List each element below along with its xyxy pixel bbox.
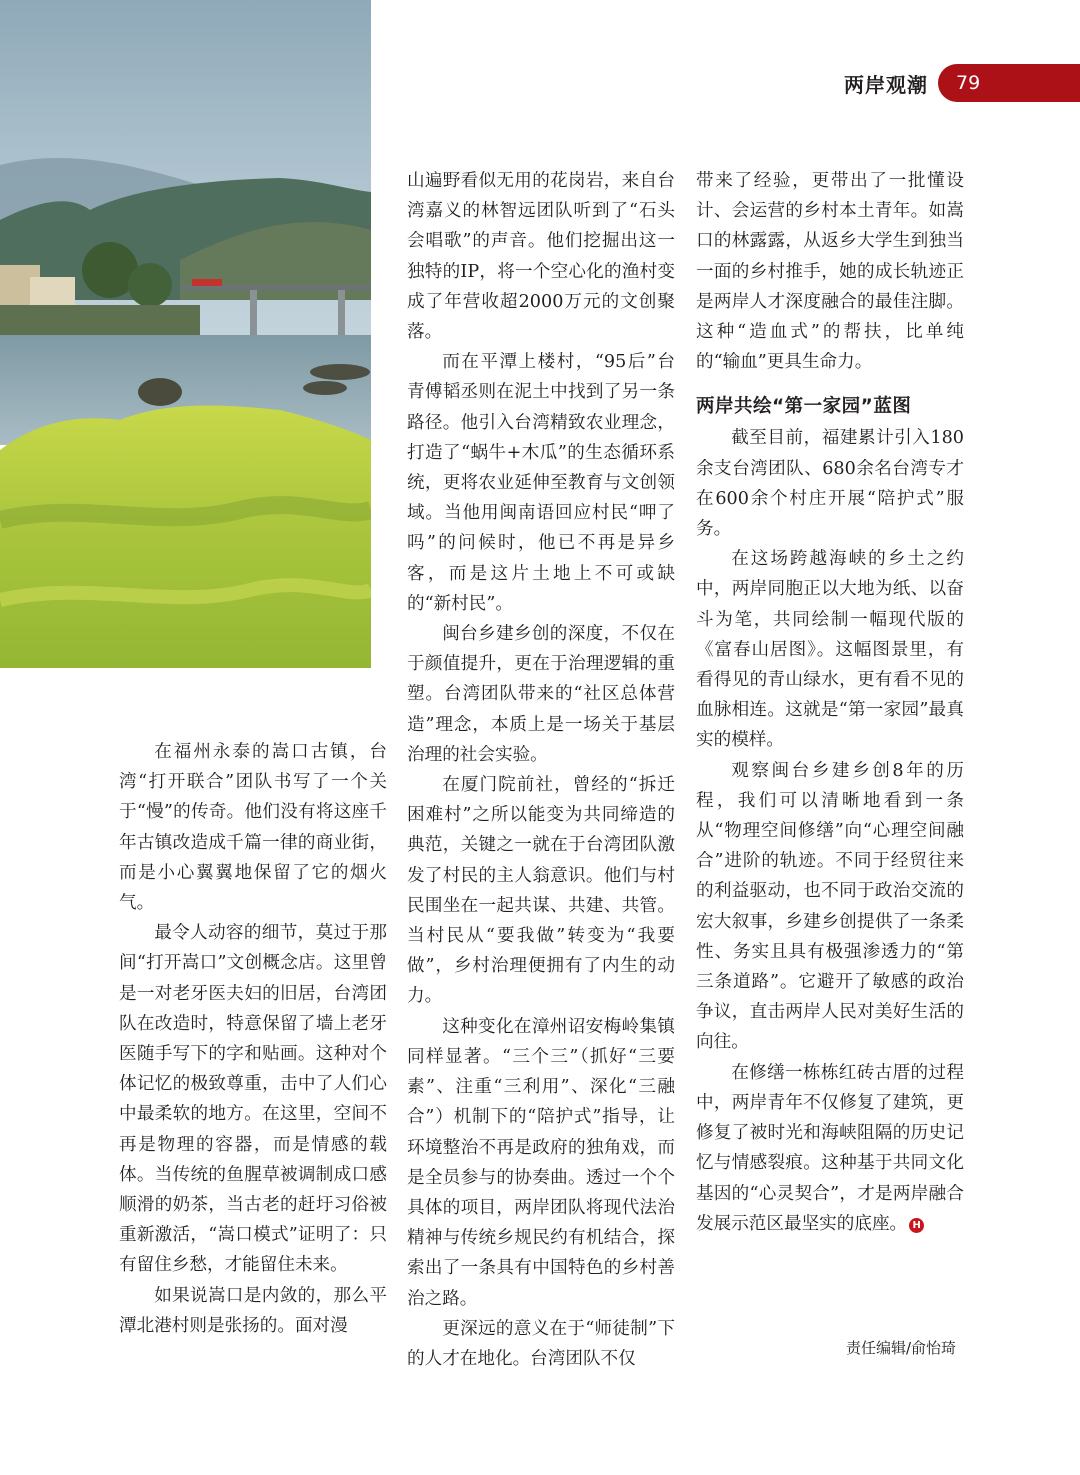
page-number-tab [938,64,1080,102]
section-title: 两岸观潮 [844,73,928,97]
landscape-illustration [0,0,371,668]
rapeseed-flowers [0,406,371,668]
tree [128,263,172,307]
house [30,277,75,309]
bridge-pillar [250,290,257,335]
landscape-photo [0,0,371,668]
rock [310,364,370,380]
section-subheading: 两岸共绘“第一家园”蓝图 [696,396,912,418]
red-truck [192,279,222,286]
paragraph-final-text: 在修缮一栋栋红砖古厝的过程中，两岸青年不仅修复了建筑，更修复了被时光和海峡阻隔的历史记忆与情感裂痕。这种基于共同文化基因的“心灵契合”，才是两岸融合发展示范区最坚实的底座。 [696,1062,964,1234]
paragraph: 而在平潭上楼村，“95后”台青傅韬丞则在泥土中找到了另一条路径。他引入台湾精致农业理念，打造了“蜗牛+木瓜”的生态循环系统，更将农业延伸至教育与文创领域。当他用闽南语回应村民“呷了吗”的问候时，他已不再是异乡客，而是这片土地上不可或缺的“新村民”。 [407,352,675,614]
paragraph: 观察闽台乡建乡创8年的历程，我们可以清晰地看到一条从“物理空间修缮”向“心理空间融合”进阶的轨迹。不同于经贸往来的利益驱动，也不同于政治交流的宏大叙事，乡建乡创提供了一条柔性、务实且具有极强渗透力的“第三条道路”。它避开了敏感的政治争议，直击两岸人民对美好生活的向往。 [696,760,964,1053]
editor-credit: 责任编辑/俞怡琦 [846,1339,957,1357]
riverbank [0,305,200,335]
paragraph: 在福州永泰的嵩口古镇，台湾“打开联合”团队书写了一个关于“慢”的传奇。他们没有将这座千年古镇改造成千篇一律的商业街，而是小心翼翼地保留了它的烟火气。 [119,742,387,914]
paragraph: 在这场跨越海峡的乡土之约中，两岸同胞正以大地为纸、以奋斗为笔，共同绘制一幅现代版的《富春山居图》。这幅图景里，有看得见的青山绿水，更有看不见的血脉相连。这就是“第一家园”最真实的模样。 [696,549,964,751]
paragraph-continued: 山遍野看似无用的花岗岩，来自台湾嘉义的林智远团队听到了“石头会唱歌”的声音。他们挖掘出这一独特的IP，将一个空心化的渔村变成了年营收超2000万元的文创聚落。 [407,171,675,343]
paragraph: 如果说嵩口是内敛的，那么平潭北港村则是张扬的。面对漫 [119,1285,387,1336]
paragraph: 这种变化在漳州诏安梅岭集镇同样显著。“三个三”（抓好“三要素”、注重“三利用”、深化“三融合”）机制下的“陪护式”指导，让环境整治不再是政府的独角戏，而是全员参与的协奏曲。透过一个个具体的项目，两岸团队将现代法治精神与传统乡规民约有机结合，探索出了一条具有中国特色的乡村善治之路。 [407,1016,675,1309]
article-column-3 [696,166,964,1239]
paragraph-continued: 带来了经验，更带出了一批懂设计、会运营的乡村本土青年。如嵩口的林露露，从返乡大学生到独当一面的乡村推手，她的成长轨迹正是两岸人才深度融合的最佳注脚。这种“造血式”的帮扶，比单纯的“输血”更具生命力。 [696,171,964,373]
article-column-2 [407,166,675,1374]
paragraph: 截至目前，福建累计引入180余支台湾团队、680余名台湾专才在600余个村庄开展“陪护式”服务。 [696,428,964,540]
rock [138,378,182,406]
paragraph: 更深远的意义在于“师徒制”下的人才在地化。台湾团队不仅 [407,1318,675,1369]
paragraph: 最令人动容的细节，莫过于那间“打开嵩口”文创概念店。这里曾是一对老牙医夫妇的旧居，台湾团队在改造时，特意保留了墙上老牙医随手写下的字和贴画。这种对个体记忆的极致尊重，击中了人们心中最柔软的地方。在这里，空间不再是物理的容器，而是情感的载体。当传统的鱼腥草被调制成口感顺滑的奶茶，当古老的赶圩习俗被重新激活，“嵩口模式”证明了：只有留住乡愁，才能留住未来。 [119,923,387,1276]
paragraph: 在厦门院前社，曾经的“拆迁困难村”之所以能变为共同缔造的典范，关键之一就在于台湾团队激发了村民的主人翁意识。他们与村民围坐在一起共谋、共建、共管。当村民从“要我做”转变为“我要做”，乡村治理便拥有了内生的动力。 [407,775,675,1007]
bridge-pillar [338,290,345,335]
page-number: 79 [956,72,981,94]
rock [303,381,347,395]
paragraph-final [696,1058,964,1239]
paragraph: 闽台乡建乡创的深度，不仅在于颜值提升，更在于治理逻辑的重塑。台湾团队带来的“社区总体营造”理念，本质上是一场关于基层治理的社会实验。 [407,624,675,765]
end-mark-icon: H [909,1218,924,1233]
article-column-1 [119,737,387,1341]
